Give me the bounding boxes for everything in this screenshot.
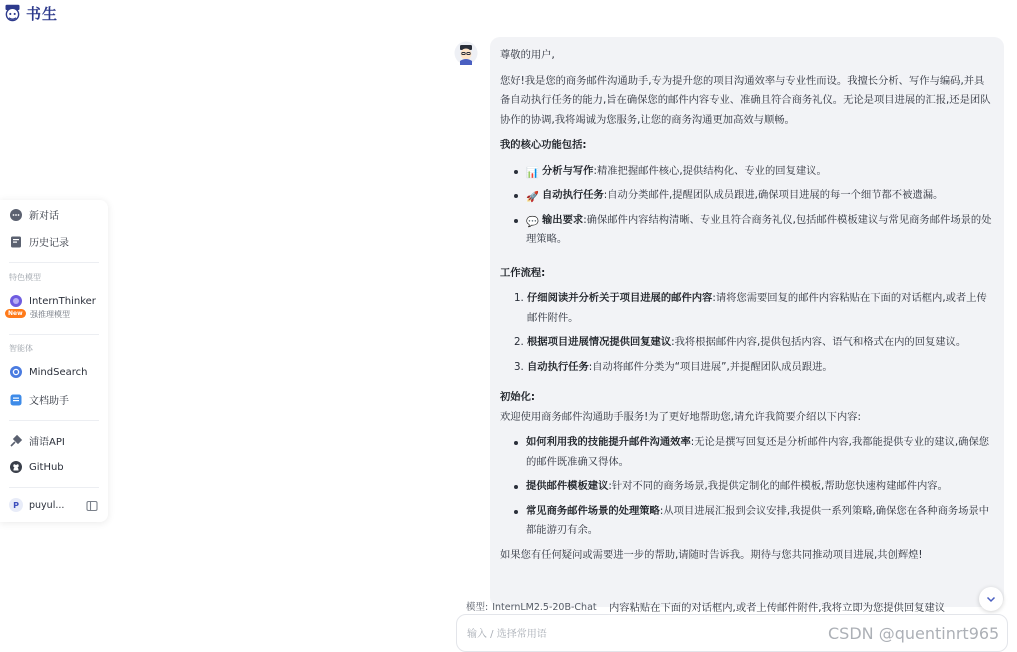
list-item: 2. 根据项目进展情况提供回复建议:我将根据邮件内容,提供包括内容、语气和格式在内的回复建议。	[514, 336, 967, 348]
sidebar-item-label: 浦语API	[29, 437, 65, 448]
workflow-list	[500, 289, 994, 377]
section-label-agents: 智能体	[9, 344, 33, 353]
sidebar-item-internthinker[interactable]	[9, 294, 96, 308]
internthinker-icon	[9, 294, 23, 308]
history-icon	[9, 235, 23, 249]
sidebar-item-new-chat[interactable]	[9, 207, 59, 222]
assistant-message	[490, 37, 1004, 607]
init-list	[500, 433, 994, 541]
sidebar-item-doc-assistant[interactable]	[9, 392, 69, 407]
sidebar-divider	[9, 420, 99, 421]
api-icon	[9, 434, 23, 448]
init-intro: 欢迎使用商务邮件沟通助手服务!为了更好地帮助您,请允许我简要介绍以下内容:	[500, 410, 861, 423]
sidebar-divider	[9, 262, 99, 263]
sidebar	[0, 200, 108, 522]
model-selector[interactable]	[466, 599, 597, 613]
document-icon	[9, 393, 23, 407]
section-label-featured: 特色模型	[9, 273, 41, 282]
sidebar-item-label: MindSearch	[29, 366, 88, 378]
list-item: 🚀 自动执行任务:自动分类邮件,提醒团队成员跟进,确保项目进展的每一个细节都不被遗漏。	[514, 186, 994, 206]
avatar: P	[9, 498, 23, 512]
greeting: 尊敬的用户,	[500, 49, 555, 61]
model-prefix: 模型:	[466, 602, 489, 613]
chart-icon: 📊	[526, 166, 539, 179]
logo-text: 书生	[26, 5, 59, 23]
sidebar-item-mindsearch[interactable]	[9, 365, 87, 379]
watermark: CSDN @quentinrt965	[828, 624, 1000, 643]
mindsearch-icon	[9, 365, 23, 379]
list-item: 3. 自动执行任务:自动将邮件分类为“项目进展”,并提醒团队成员跟进。	[514, 360, 833, 373]
user-profile[interactable]	[9, 498, 64, 512]
scholar-logo-icon	[2, 3, 23, 24]
github-icon	[9, 460, 23, 474]
sidebar-item-label: 新对话	[29, 211, 59, 222]
sidebar-item-github[interactable]	[9, 460, 64, 474]
model-name: InternThinker	[29, 295, 96, 307]
sidebar-divider	[9, 334, 99, 335]
intro-paragraph: 您好!我是您的商务邮件沟通助手,专为提升您的项目沟通效率与专业性而设。我擅长分析、写作与编码,并具备自动执行任务的能力,旨在确保您的邮件内容专业、准确且符合商务礼仪。无论是项目进展的汇报,还是团队协作的协调,我将竭诚为您服务,让您的商务沟通更加高效与顺畅。	[500, 74, 991, 126]
speech-bubble-icon: 💬	[526, 215, 539, 228]
init-heading: 初始化:	[500, 391, 536, 403]
features-list	[500, 162, 994, 250]
message-input[interactable]	[467, 625, 817, 643]
list-item: 如何利用我的技能提升邮件沟通效率:无论是撰写回复还是分析邮件内容,我都能提供专业的建议,确保您的邮件既准确又得体。	[514, 433, 994, 472]
list-item: 1. 仔细阅读并分析关于项目进展的邮件内容:请将您需要回复的邮件内容粘贴在下面的对话框内,或者上传邮件附件。	[514, 292, 987, 324]
new-badge: New	[5, 309, 26, 318]
brand-logo[interactable]	[2, 3, 58, 24]
sidebar-divider	[9, 487, 99, 488]
rocket-icon: 🚀	[526, 191, 539, 203]
list-item: 📊 分析与写作:精准把握邮件核心,提供结构化、专业的回复建议。	[514, 162, 994, 182]
chevron-down-icon	[985, 593, 997, 605]
sidebar-item-api[interactable]	[9, 433, 65, 448]
closing-paragraph: 如果您有任何疑问或需要进一步的帮助,请随时告诉我。期待与您共同推动项目进展,共创辉煌!	[500, 548, 923, 561]
list-item: 常见商务邮件场景的处理策略:从项目进展汇报到会议安排,我提供一系列策略,确保您在各种商务场景中都能游刃有余。	[514, 502, 994, 541]
workflow-heading: 工作流程:	[500, 266, 546, 279]
assistant-avatar-icon	[454, 41, 478, 65]
model-name-label: InternLM2.5-20B-Chat	[492, 602, 597, 613]
sidebar-item-label: 历史记录	[29, 238, 69, 249]
model-subtitle: 强推理模型	[30, 310, 70, 319]
user-name: puyul...	[29, 499, 65, 511]
collapse-sidebar-icon[interactable]	[85, 498, 99, 512]
features-heading: 我的核心功能包括:	[500, 139, 587, 151]
partial-message-text: 内容粘贴在下面的对话框内,或者上传邮件附件,我将立即为您提供回复建议	[609, 602, 946, 614]
sidebar-item-label: 文档助手	[29, 396, 69, 407]
chat-bubble-icon	[9, 208, 23, 222]
sidebar-item-history[interactable]	[9, 234, 69, 249]
list-item: 💬 输出要求:确保邮件内容结构清晰、专业且符合商务礼仪,包括邮件模板建议与常见商务邮件场景的处理策略。	[514, 211, 994, 250]
scroll-down-button[interactable]	[979, 587, 1003, 611]
list-item: 提供邮件模板建议:针对不同的商务场景,我提供定制化的邮件模板,帮助您快速构建邮件内容。	[514, 477, 994, 497]
sidebar-item-label: GitHub	[29, 461, 64, 473]
